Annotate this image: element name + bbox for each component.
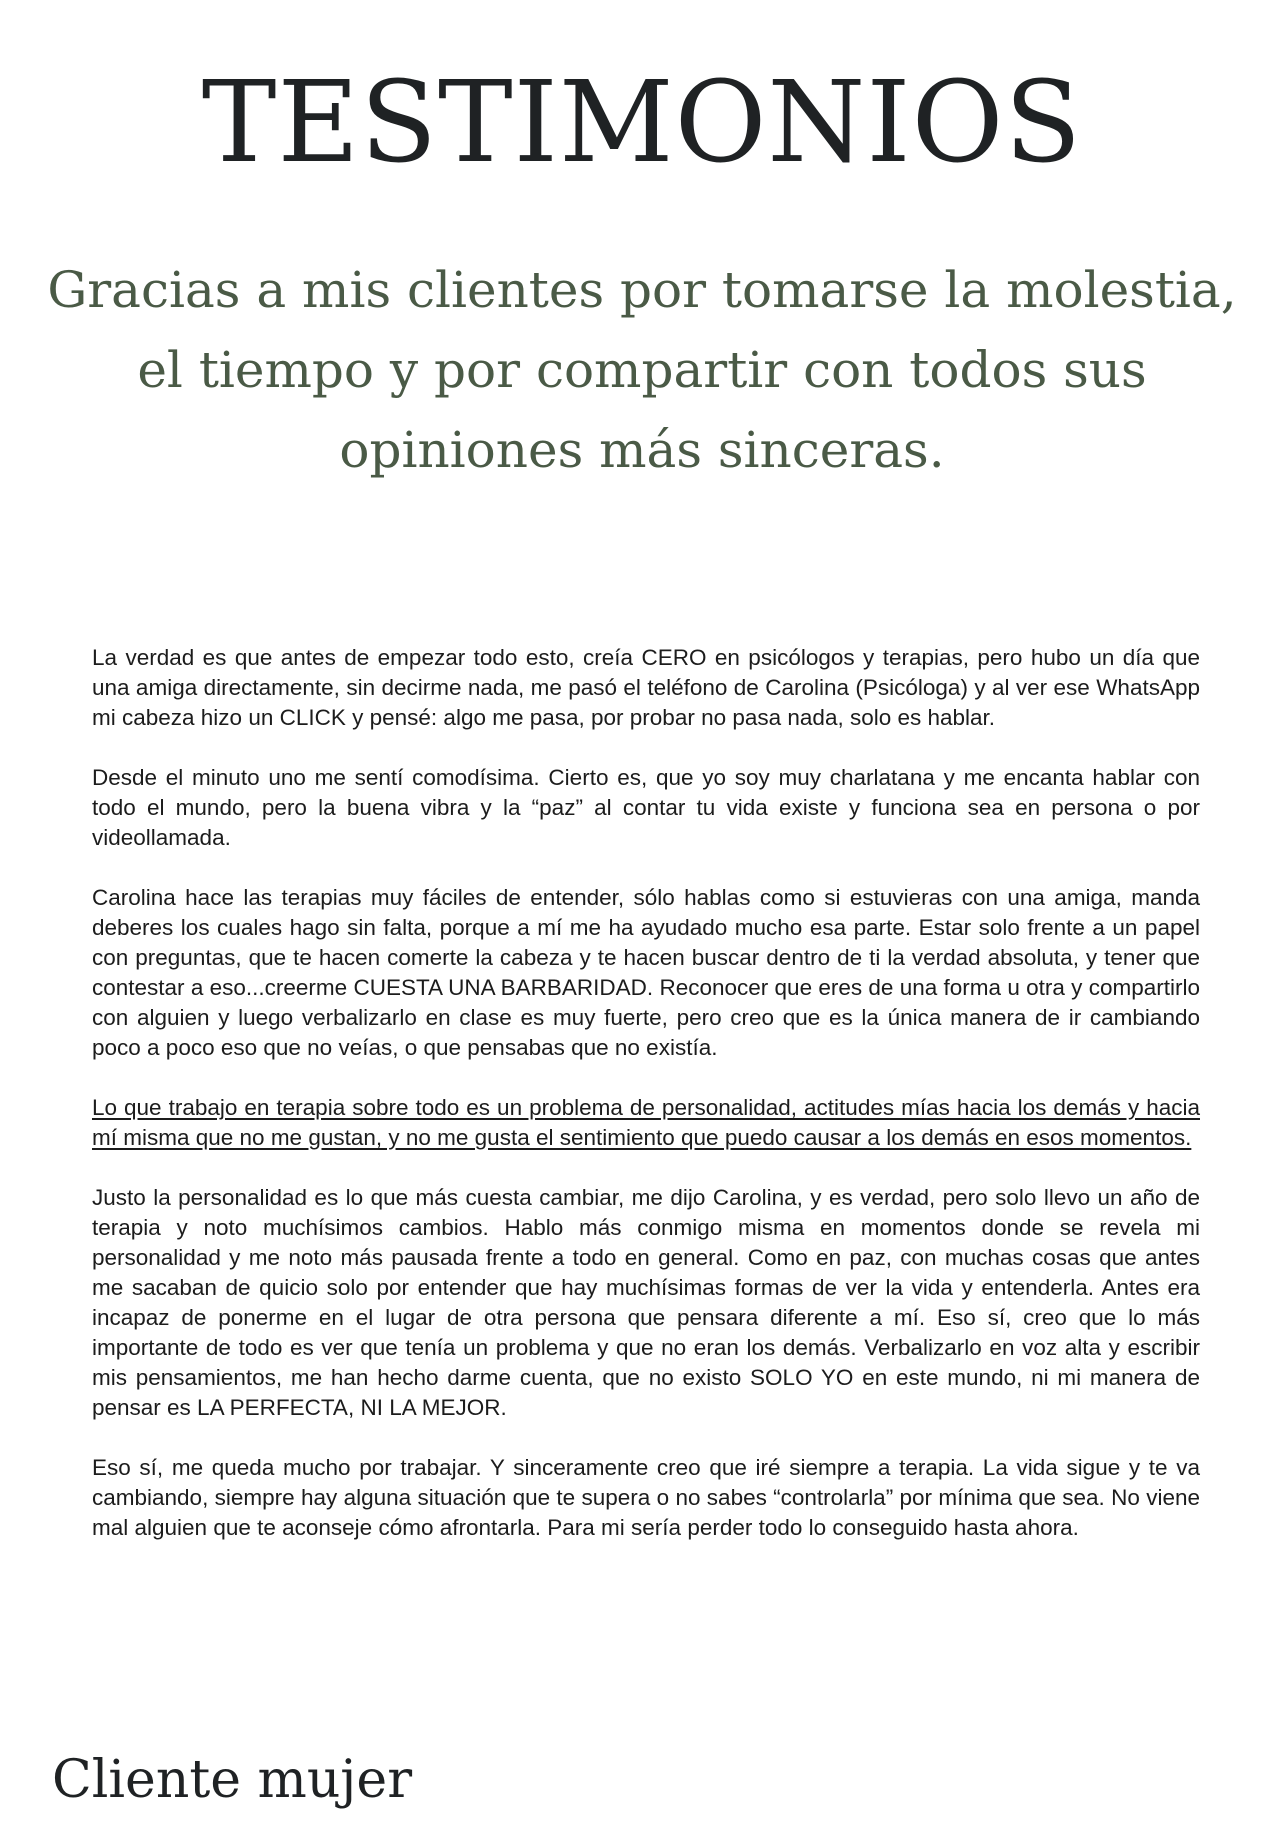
page-subtitle: Gracias a mis clientes por tomarse la molestia, el tiempo y por compartir con todos sus opiniones más sinceras. [47,261,1237,479]
testimonial-paragraph: Justo la personalidad es lo que más cuesta cambiar, me dijo Carolina, y es verdad, pero solo llevo un año de terapia y noto muchísimos cambios. Hablo más conmigo misma en momentos donde se revela mi personalidad y me noto más pausada frente a todo en general. Como en paz, con muchas cosas que antes me sacaban de quicio solo por entender que hay muchísimas formas de ver la vida y entenderla. Antes era incapaz de ponerme en el lugar de otra persona que pensara diferente a mí. Eso sí, creo que lo más importante de todo es ver que tenía un problema y que no eran los demás. Verbalizarlo en voz alta y escribir mis pensamientos, me han hecho darme cuenta, que no existo SOLO YO en este mundo, ni mi manera de pensar es LA PERFECTA, NI LA MEJOR. [92,1185,1200,1420]
testimonial-paragraph-underlined: Lo que trabajo en terapia sobre todo es un problema de personalidad, actitudes mías hacia los demás y hacia mí misma que no me gustan, y no me gusta el sentimiento que puedo causar a los demás en esos momentos. [92,1095,1200,1150]
testimonial-paragraph: Eso sí, me queda mucho por trabajar. Y sinceramente creo que iré siempre a terapia. La vida sigue y te va cambiando, siempre hay alguna situación que te supera o no sabes “controlarla” por mínima que sea. No viene mal alguien que te aconseje cómo afrontarla. Para mi sería perder todo lo conseguido hasta ahora. [92,1455,1200,1540]
testimonial-paragraph: Carolina hace las terapias muy fáciles de entender, sólo hablas como si estuvieras con una amiga, manda deberes los cuales hago sin falta, porque a mí me ha ayudado mucho esa parte. Estar solo frente a un papel con preguntas, que te hacen comerte la cabeza y te hacen buscar dentro de ti la verdad absoluta, y tener que contestar a eso...creerme CUESTA UNA BARBARIDAD. Reconocer que eres de una forma u otra y compartirlo con alguien y luego verbalizarlo en clase es muy fuerte, pero creo que es la única manera de ir cambiando poco a poco eso que no veías, o que pensabas que no existía. [92,885,1200,1060]
page-title: TESTIMONIOS [201,58,1083,188]
testimonial-paragraph: Desde el minuto uno me sentí comodísima. Cierto es, que yo soy muy charlatana y me encanta hablar con todo el mundo, pero la buena vibra y la “paz” al contar tu vida existe y funciona sea en persona o por videollamada. [92,765,1200,850]
testimonial-paragraph: La verdad es que antes de empezar todo esto, creía CERO en psicólogos y terapias, pero hubo un día que una amiga directamente, sin decirme nada, me pasó el teléfono de Carolina (Psicóloga) y al ver ese WhatsApp mi cabeza hizo un CLICK y pensé: algo me pasa, por probar no pasa nada, solo es hablar. [92,645,1200,730]
testimonial-author: Cliente mujer [52,1750,413,1810]
testimonial-body [92,643,1200,1573]
